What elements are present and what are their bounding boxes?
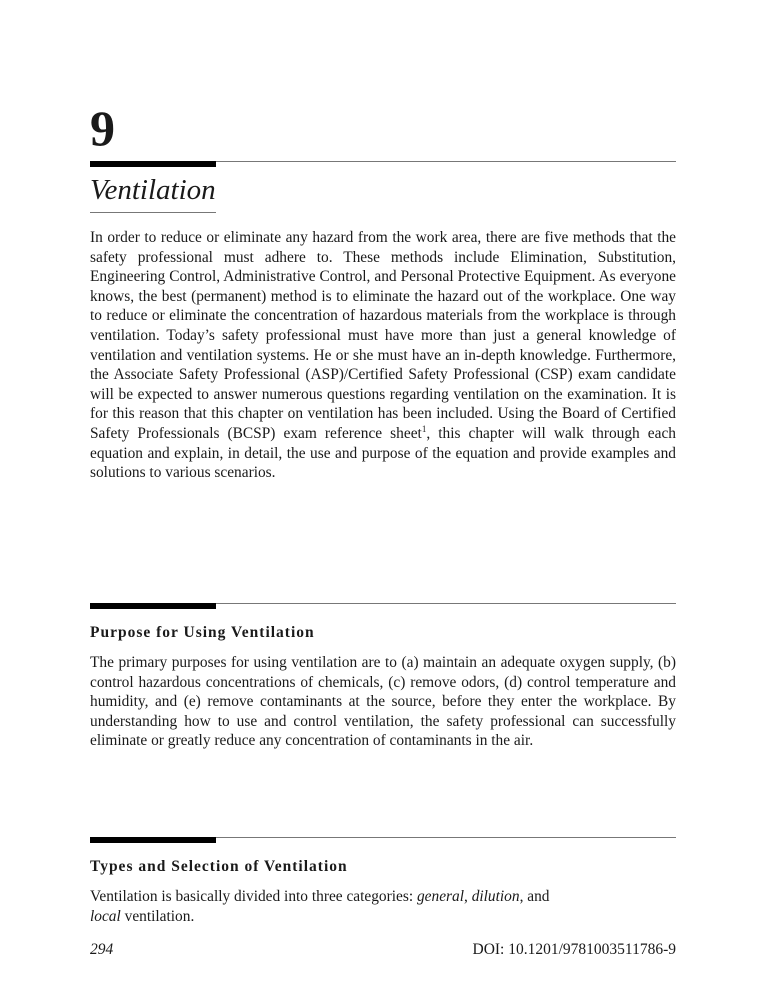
text: , (463, 888, 472, 905)
page-number: 294 (90, 941, 114, 958)
intro-paragraph (90, 228, 676, 483)
term-local: local (90, 907, 121, 925)
page-footer (90, 941, 676, 959)
text: ventilation. (120, 907, 195, 925)
footnote-ref[interactable]: 1 (421, 423, 427, 434)
section-heading: Purpose for Using Ventilation (90, 624, 315, 641)
section-paragraph (90, 887, 676, 926)
text: Ventilation is basically divided into three categories: (90, 888, 417, 905)
intro-text: In order to reduce or eliminate any hazard from the work area, there are five methods that the safety professional must adhere to. These methods include Elimination, Substitution, Engineering Control, Administrative Control, and Personal Protective Equipment. As everyone knows, the best (permanent) method is to eliminate the hazard out of the workplace. One way to reduce or eliminate the concentration of hazardous materials from the workplace is through ventilation. Today’s safety professional must have more than just a general knowledge of ventilation and ventilation systems. He or she must have an in-depth knowledge. Furthermore, the Associate Safety Professional (ASP)/Certified Safety Professional (CSP) exam candidate will be expected to answer numerous questions regarding ventilation on the examination. It is for this reason that this chapter on ventilation has been included. Using the Board of Certified Safety Professionals (BCSP) exam reference sheet (90, 229, 676, 442)
term-dilution: dilution (471, 888, 520, 905)
intro-text-cont: , this chapter will walk through each equation and explain, in detail, the use and purpose of the equation and provide examples and solutions to various scenarios. (90, 424, 676, 482)
chapter-rule (90, 161, 676, 167)
section-rule (90, 603, 676, 609)
section-rule (90, 837, 676, 843)
doi[interactable]: DOI: 10.1201/9781003511786-9 (472, 941, 676, 958)
chapter-title: Ventilation (90, 174, 216, 206)
chapter-number: 9 (90, 100, 115, 156)
section-paragraph: The primary purposes for using ventilation are to (a) maintain an adequate oxygen supply, (b) control hazardous concentrations of chemicals, (c) remove odors, (d) control temperature and humidity, and (e) remove contaminants at the source, before they enter the workplace. By understanding how to use and control ventilation, the safety professional can successfully eliminate or greatly reduce any concentration of contaminants in the air. (90, 654, 676, 750)
term-general: general (416, 888, 464, 905)
title-underline (90, 212, 216, 213)
text: , and (519, 888, 550, 905)
section-heading: Types and Selection of Ventilation (90, 858, 348, 875)
